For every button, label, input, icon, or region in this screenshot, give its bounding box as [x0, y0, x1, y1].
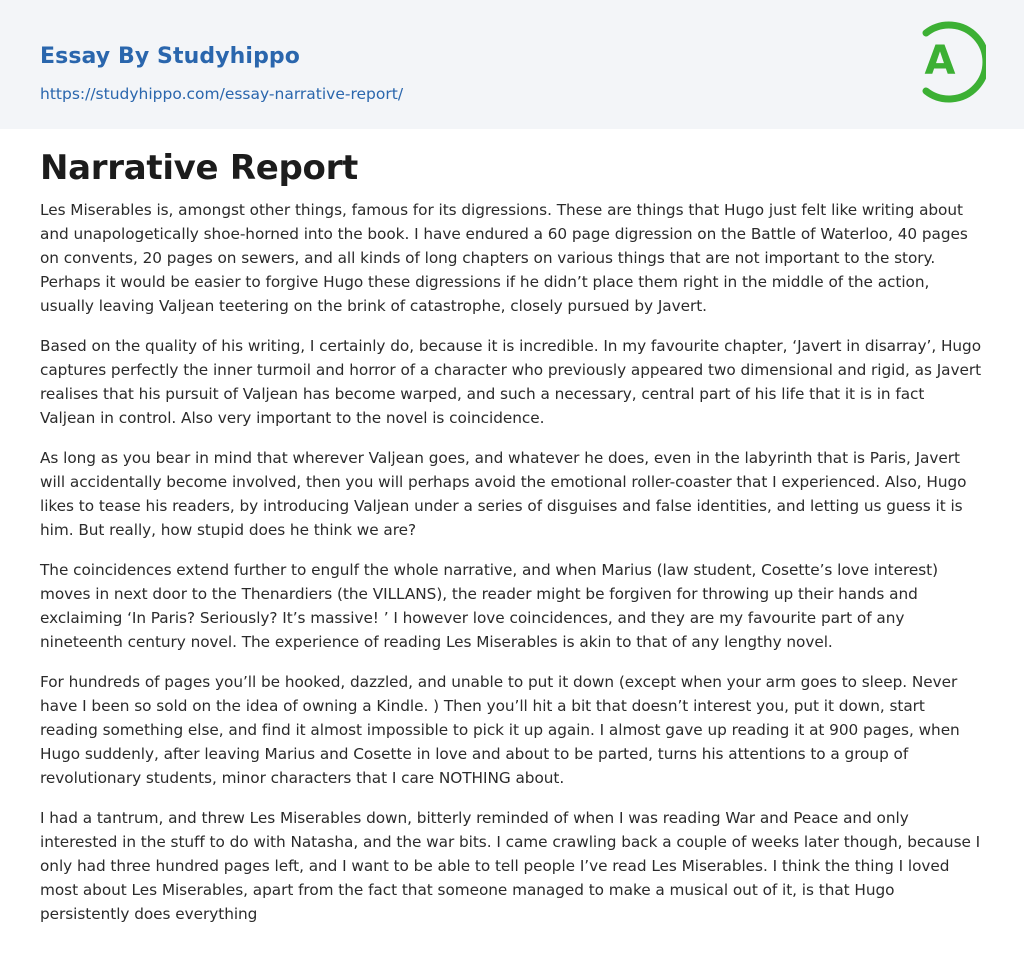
- logo-letter: A: [924, 38, 956, 84]
- article-paragraph: Les Miserables is, amongst other things, famous for its digressions. These are things that Hugo just felt like writing about and unapologetically shoe-horned into the book. I have endured a 60 page digression on the Battle of Waterloo, 40 pages on convents, 20 pages on sewers, and all kinds of long chapters on various things that are not important to the story. Perhaps it would be easier to forgive Hugo these digressions if he didn’t place them right in the middle of the action, usually leaving Valjean teetering on the brink of catastrophe, closely pursued by Javert.: [40, 201, 968, 315]
- article-paragraph: For hundreds of pages you’ll be hooked, dazzled, and unable to put it down (except when your arm goes to sleep. Never have I been so sold on the idea of owning a Kindle. ) Then you’ll hit a bit that doesn’t interest you, put it down, start reading something else, and find it almost impossible to pick it up again. I almost gave up reading it at 900 pages, when Hugo suddenly, after leaving Marius and Cosette in love and about to be parted, turns his attentions to a group of revolutionary students, minor characters that I care NOTHING about.: [40, 673, 960, 787]
- article-paragraph: As long as you bear in mind that wherever Valjean goes, and whatever he does, even in the labyrinth that is Paris, Javert will accidentally become involved, then you will perhaps avoid the emotional roller-coaster that I experienced. Also, Hugo likes to tease his readers, by introducing Valjean under a series of disguises and false identities, and letting us guess it is him. But really, how stupid does he think we are?: [40, 449, 967, 539]
- article-body: [0, 149, 1024, 926]
- article-paragraph: I had a tantrum, and threw Les Miserables down, bitterly reminded of when I was reading War and Peace and only interested in the stuff to do with Natasha, and the war bits. I came crawling back a couple of weeks later though, because I only had three hundred pages left, and I want to be able to tell people I’ve read Les Miserables. I think the thing I loved most about Les Miserables, apart from the fact that someone managed to make a musical out of it, is that Hugo persistently does everything: [40, 809, 981, 923]
- article-paragraph: Based on the quality of his writing, I certainly do, because it is incredible. In my favourite chapter, ‘Javert in disarray’, Hugo captures perfectly the inner turmoil and horror of a character who previously appeared two dimensional and rigid, as Javert realises that his pursuit of Valjean has become warped, and such a necessary, central part of his life that it is in fact Valjean in control. Also very important to the novel is coincidence.: [40, 337, 982, 427]
- article-paragraph: The coincidences extend further to engulf the whole narrative, and when Marius (law student, Cosette’s love interest) moves in next door to the Thenardiers (the VILLANS), the reader might be forgiven for throwing up their hands and exclaiming ‘In Paris? Seriously? It’s massive! ’ I however love coincidences, and they are my favourite part of any nineteenth century novel. The experience of reading Les Miserables is akin to that of any lengthy novel.: [40, 561, 939, 651]
- site-brand[interactable]: Essay By Studyhippo: [40, 44, 300, 69]
- essay-url-link[interactable]: https://studyhippo.com/essay-narrative-report/: [40, 85, 404, 103]
- page-header: [0, 0, 1024, 129]
- page-title: Narrative Report: [40, 148, 359, 188]
- studyhippo-logo-icon[interactable]: [914, 20, 986, 104]
